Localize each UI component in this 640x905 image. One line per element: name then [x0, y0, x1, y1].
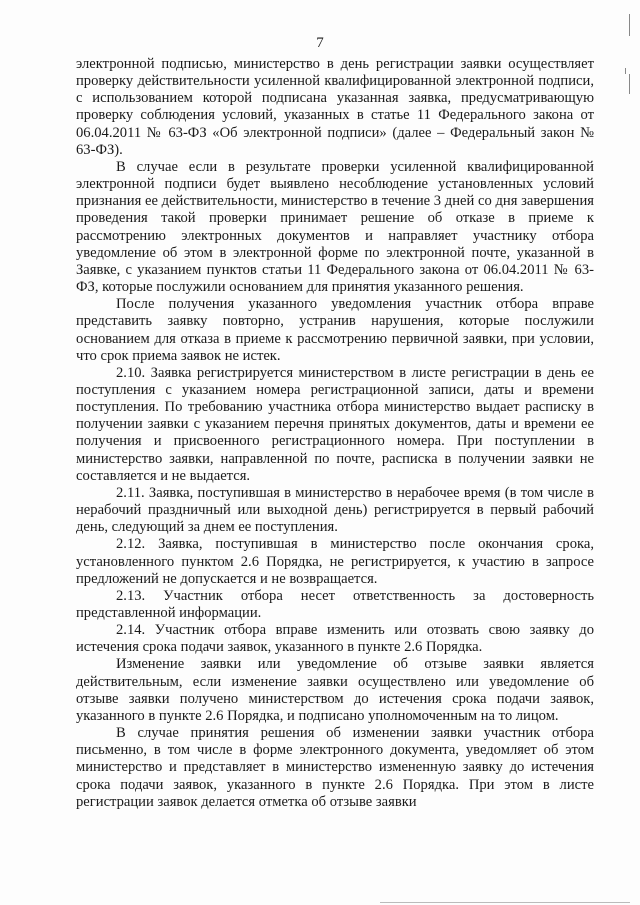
paragraph-2-12: 2.12. Заявка, поступившая в министерство после окончания срока, установленного пунктом 2.6 Порядка, не регистрируется, к участию в запросе предложений не допускается и не возвращается.	[76, 536, 594, 587]
paragraph-change-procedure: В случае принятия решения об изменении заявки участник отбора письменно, в том числе в форме электронного документа, уведомляет об этом министерство и представляет в министерство измененную заявку до истечения срока подачи заявок, указанного в пункте 2.6 Порядка. При этом в листе регистрации заявок делается отметка об отзыве заявки	[76, 725, 594, 810]
paragraph-signature-invalid: В случае если в результате проверки усиленной квалифицированной электронной подписи будет выявлено несоблюдение установленных условий признания ее действительности, министерство в течение 3 дней со дня завершения проведения такой проверки принимает решение об отказе в приеме к рассмотрению электронных документов и направляет участнику отбора уведомление об этом в электронной форме по электронной почте, указанной в Заявке, с указанием пунктов статьи 11 Федерального закона от 06.04.2011 № 63-ФЗ, которые послужили основанием для принятия указанного решения.	[76, 158, 594, 296]
paragraph-2-13: 2.13. Участник отбора несет ответственность за достоверность представленной информации.	[76, 587, 594, 621]
scan-edge-mark	[629, 74, 630, 94]
paragraph-2-11: 2.11. Заявка, поступившая в министерство в нерабочее время (в том числе в нерабочий праздничный или выходной день) регистрируется в первый рабочий день, следующий за днем ее поступления.	[76, 484, 594, 536]
paragraph-signature-check-continued: электронной подписью, министерство в день регистрации заявки осуществляет проверку действительности усиленной квалифицированной электронной подписи, с использованием которой подписана указанная заявка, предусматривающую проверку соблюдения условий, указанных в статье 11 Федерального закона от 06.04.2011 № 63-ФЗ «Об электронной подписи» (далее – Федеральный закон № 63-ФЗ).	[76, 56, 594, 158]
paragraph-2-14: 2.14. Участник отбора вправе изменить или отозвать свою заявку до истечения срока подачи заявок, указанного в пункте 2.6 Порядка.	[76, 622, 594, 656]
scan-edge-mark	[629, 14, 630, 36]
page-number: 7	[316, 35, 324, 51]
scan-bottom-line	[380, 902, 630, 903]
paragraph-change-validity: Изменение заявки или уведомление об отзыве заявки является действительным, если изменение заявки осуществлено или уведомление об отзыве заявки получено министерством до истечения срока подачи заявок, указанного в пункте 2.6 Порядка, и подписано уполномоченным на то лицом.	[76, 656, 594, 724]
scan-edge-mark	[625, 68, 626, 74]
paragraph-resubmission: После получения указанного уведомления участник отбора вправе представить заявку повторно, устранив нарушения, которые послужили основанием для отказа в приеме к рассмотрению первичной заявки, при условии, что срок приема заявок не истек.	[76, 296, 594, 364]
paragraph-2-10: 2.10. Заявка регистрируется министерством в листе регистрации в день ее поступления с указанием номера регистрационной записи, даты и времени поступления. По требованию участника отбора министерство выдает расписку в получении заявки с указанием перечня принятых документов, даты и времени ее получения и присвоенного регистрационного номера. При поступлении в министерство заявки, направленной по почте, расписка в получении заявки не составляется и не выдается.	[76, 364, 594, 484]
document-body	[76, 56, 594, 811]
